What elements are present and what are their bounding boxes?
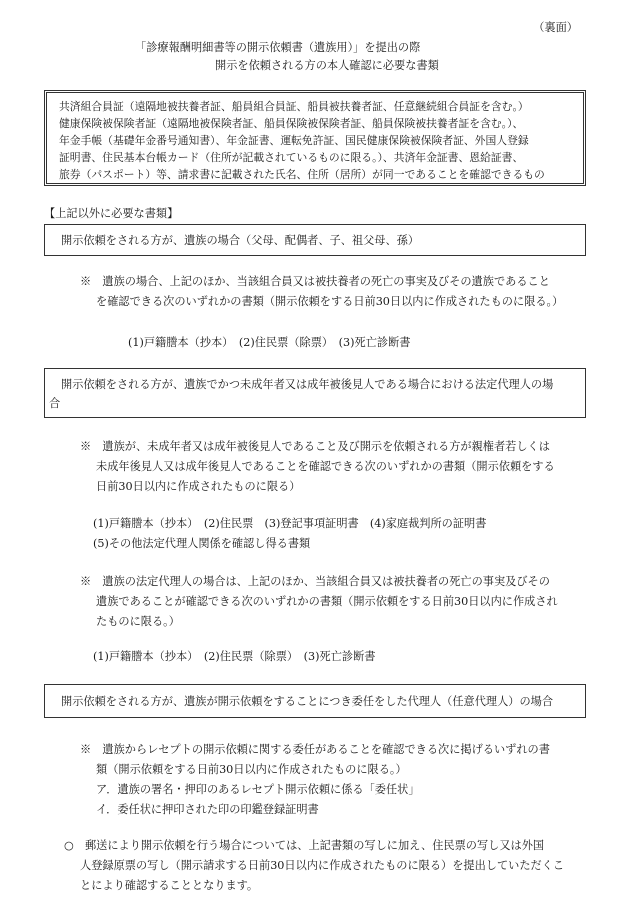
section1-box <box>44 224 586 256</box>
postal-note-line: ○ 郵送により開示依頼を行う場合については、上記書類の写しに加え、住民票の写し又は外国 <box>64 839 545 852</box>
section3-box-text: 開示依頼をされる方が、遺族が開示依頼をすることにつき委任をした代理人（任意代理人）の場合 <box>61 695 554 708</box>
id-doc-line: 旅券（パスポート）等、請求書に記載された氏名、住所（居所）が同一であることを確認できるもの <box>59 168 545 181</box>
section2-note2-line: たものに限る。） <box>96 615 180 628</box>
section2-note2 <box>80 572 558 632</box>
section3-note-line: ※ 遺族からレセプトの開示依頼に関する委任があることを確認できる次に掲げるいずれの書 <box>80 743 550 756</box>
section1-box-text: 開示依頼をされる方が、遺族の場合（父母、配偶者、子、祖父母、孫） <box>61 234 420 247</box>
title-line-2: 開示を依頼される方の本人確認に必要な書類 <box>215 59 439 72</box>
section2-note1-line: ※ 遺族が、未成年者又は成年被後見人であること及び開示を依頼される方が親権者若しくは <box>80 440 550 453</box>
section2-note2-line: ※ 遺族の法定代理人の場合は、上記のほか、当該組合員又は被扶養者の死亡の事実及びその <box>80 575 550 588</box>
id-doc-line: 証明書、住民基本台帳カード（住所が記載されているものに限る。）、共済年金証書、恩給証書、 <box>59 151 524 164</box>
section2-note1 <box>80 437 555 497</box>
other-docs-heading: 【上記以外に必要な書類】 <box>44 207 179 220</box>
id-doc-line: 健康保険被保険者証（遠隔地被保険者証、船員保険被保険者証、船員保険被扶養者証を含む。）、 <box>59 117 524 130</box>
postal-note <box>64 836 564 896</box>
section2-note2-line: 遺族であることが確認できる次のいずれかの書類（開示依頼をする日前30日以内に作成され <box>96 595 558 608</box>
id-doc-line: 年金手帳（基礎年金番号通知書）、年金証書、運転免許証、国民健康保険被保険者証、外国人登録 <box>59 134 529 147</box>
section1-docs: (1)戸籍謄本（抄本） (2)住民票（除票） (3)死亡診断書 <box>128 336 411 349</box>
section1-note-line: を確認できる次のいずれかの書類（開示依頼をする日前30日以内に作成されたものに限る。） <box>96 295 564 308</box>
page-label: （裏面） <box>533 21 578 34</box>
section3-box <box>44 684 586 718</box>
section1-note <box>80 272 563 312</box>
section3-note-line: イ．委任状に押印された印の印鑑登録証明書 <box>96 803 319 816</box>
section2-note1-line: 日前30日以内に作成されたものに限る） <box>96 480 301 493</box>
section1-note-line: ※ 遺族の場合、上記のほか、当該組合員又は被扶養者の死亡の事実及びその遺族であること <box>80 275 550 288</box>
section3-note-line: 類（開示依頼をする日前30日以内に作成されたものに限る。） <box>96 763 407 776</box>
section2-box <box>44 368 586 418</box>
section2-box-line: 開示依頼をされる方が、遺族でかつ未成年者又は成年被後見人である場合における法定代理人の場 <box>61 378 554 391</box>
postal-note-line: とにより確認することとなります。 <box>80 879 259 892</box>
section2-docs1 <box>93 514 486 554</box>
section2-docs2: (1)戸籍謄本（抄本） (2)住民票（除票） (3)死亡診断書 <box>93 650 376 663</box>
title-line-1: 「診療報酬明細書等の開示依頼書（遺族用）」を提出の際 <box>135 41 421 54</box>
section2-box-line: 合 <box>49 397 61 410</box>
section2-note1-line: 未成年後見人又は成年後見人であることを確認できる次のいずれかの書類（開示依頼をする <box>96 460 555 473</box>
id-documents-box <box>44 90 586 186</box>
section3-note-line: ア．遺族の署名・押印のあるレセプト開示依頼に係る「委任状」 <box>96 783 420 796</box>
section3-note <box>80 740 550 820</box>
section2-docs1-line: (5)その他法定代理人関係を確認し得る書類 <box>93 537 311 550</box>
id-doc-line: 共済組合員証（遠隔地被扶養者証、船員組合員証、船員被扶養者証、任意継続組合員証を含む。） <box>59 100 529 113</box>
section2-docs1-line: (1)戸籍謄本（抄本） (2)住民票 (3)登記事項証明書 (4)家庭裁判所の証明書 <box>93 517 487 530</box>
postal-note-line: 人登録原票の写し（開示請求する日前30日以内に作成されたものに限る）を提出していただくこ <box>80 859 565 872</box>
